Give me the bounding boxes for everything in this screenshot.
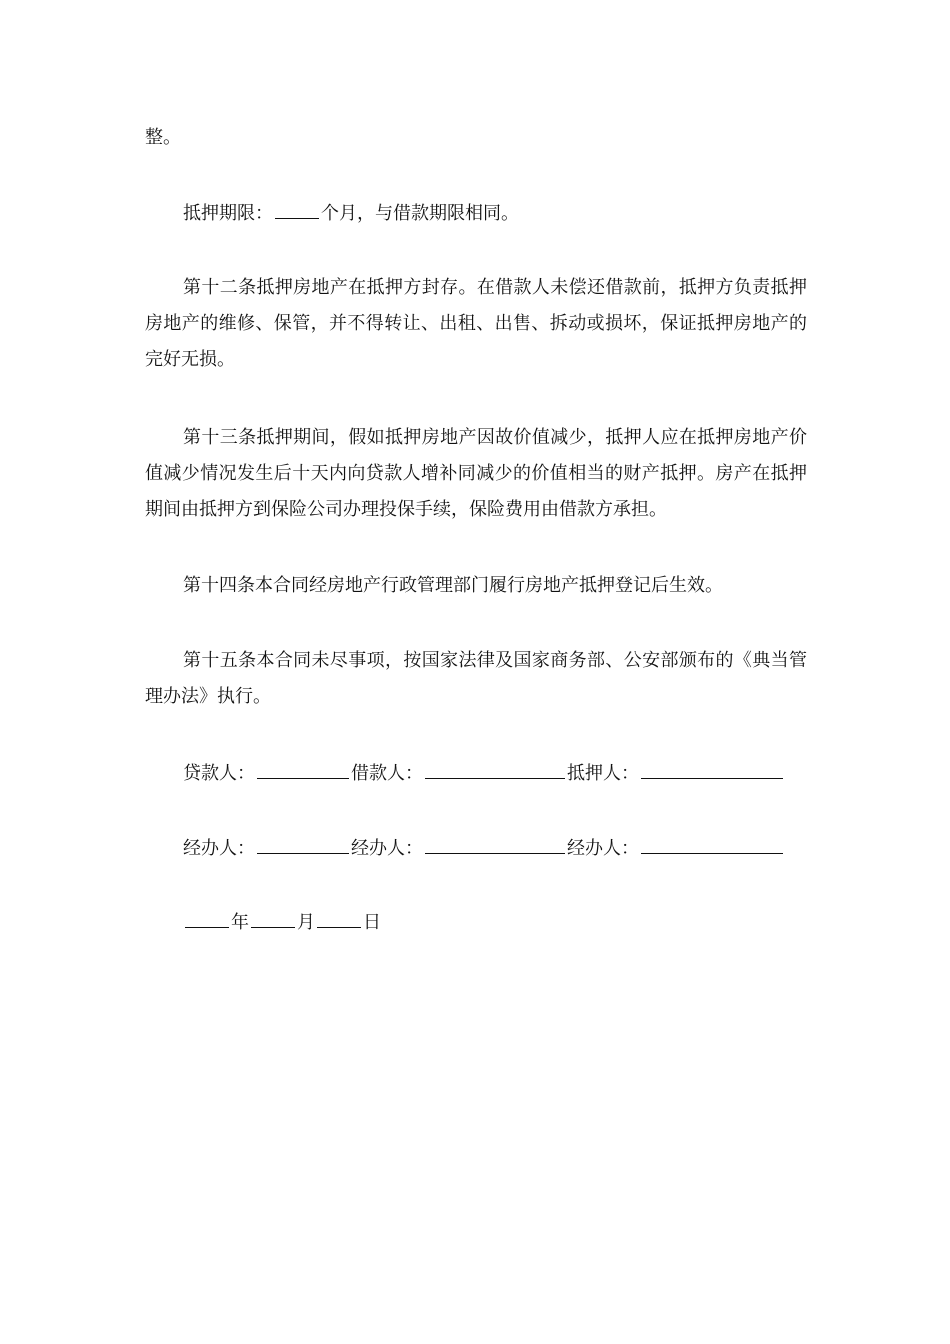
- continuation-paragraph: 整。: [145, 127, 181, 148]
- article-14-paragraph: 第十四条本合同经房地产行政管理部门履行房地产抵押登记后生效。: [183, 575, 723, 596]
- agent-blank-1: [257, 836, 349, 854]
- year-blank: [185, 910, 229, 928]
- article-13-paragraph: 第十三条抵押期间，假如抵押房地产因故价值减少，抵押人应在抵押房地产价值减少情况发生后十天内向贷款人增补同减少的价值相当的财产抵押。房产在抵押期间由抵押方到保险公司办理投保手续，保险费用由借款方承担。: [145, 427, 807, 520]
- mortgage-term-label: 抵押期限：: [183, 203, 273, 224]
- agent-label-3: 经办人：: [567, 838, 639, 859]
- mortgage-term-paragraph: [145, 196, 807, 232]
- agent-label-2: 经办人：: [351, 838, 423, 859]
- date-row: [183, 905, 381, 941]
- day-blank: [317, 910, 361, 928]
- borrower-blank: [425, 761, 565, 779]
- agent-blank-3: [641, 836, 783, 854]
- month-blank: [251, 910, 295, 928]
- agent-label-1: 经办人：: [183, 838, 255, 859]
- year-label: 年: [231, 912, 249, 933]
- mortgagor-label: 抵押人：: [567, 763, 639, 784]
- signature-row-agents: [183, 831, 785, 867]
- mortgagor-blank: [641, 761, 783, 779]
- day-label: 日: [363, 912, 381, 933]
- mortgage-term-suffix: 个月，与借款期限相同。: [321, 203, 519, 224]
- lender-label: 贷款人：: [183, 763, 255, 784]
- article-15-paragraph: 第十五条本合同未尽事项，按国家法律及国家商务部、公安部颁布的《典当管理办法》执行。: [145, 650, 807, 707]
- borrower-label: 借款人：: [351, 763, 423, 784]
- article-12-paragraph: 第十二条抵押房地产在抵押方封存。在借款人未偿还借款前，抵押方负责抵押房地产的维修、保管，并不得转让、出租、出售、拆动或损坏，保证抵押房地产的完好无损。: [145, 277, 807, 370]
- lender-blank: [257, 761, 349, 779]
- mortgage-term-blank: [275, 201, 319, 219]
- signature-row-parties: [183, 756, 785, 792]
- month-label: 月: [297, 912, 315, 933]
- agent-blank-2: [425, 836, 565, 854]
